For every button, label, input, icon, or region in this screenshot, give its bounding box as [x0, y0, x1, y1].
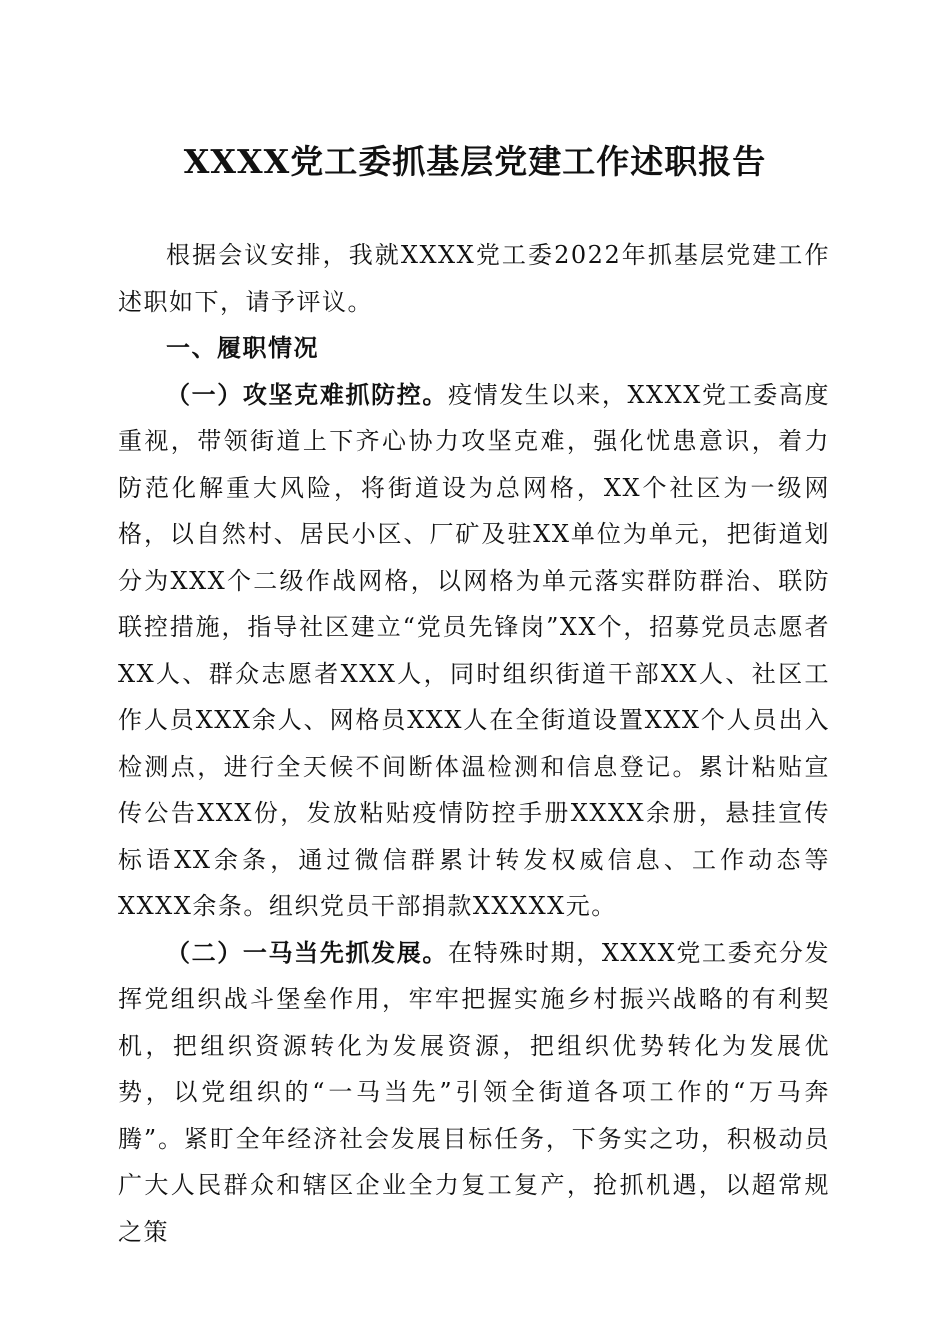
- paragraph-prevention: [118, 372, 830, 930]
- paragraph-lead: （二）一马当先抓发展。: [166, 937, 449, 967]
- paragraph-development: [118, 930, 830, 1256]
- section-heading: 一、履职情况: [166, 334, 319, 362]
- document-body: [118, 232, 830, 1255]
- document-title: XXXX党工委抓基层党建工作述职报告: [183, 142, 767, 181]
- paragraph-lead: （一）攻坚克难抓防控。: [166, 379, 449, 409]
- paragraph-text: 在特殊时期，XXXX党工委充分发挥党组织战斗堡垒作用，牢牢把握实施乡村振兴战略的有利契机，把组织资源转化为发展资源，把组织优势转化为发展优势，以党组织的“一马当先”引领全街道各项工作的“万马奔腾”。紧盯全年经济社会发展目标任务，下务实之功，积极动员广大人民群众和辖区企业全力复工复产，抢抓机遇，以超常规之策: [118, 938, 831, 1246]
- intro-paragraph: 根据会议安排，我就XXXX党工委2022年抓基层党建工作述职如下，请予评议。: [118, 241, 830, 316]
- paragraph-text: 疫情发生以来，XXXX党工委高度重视，带领街道上下齐心协力攻坚克难，强化忧患意识，着力防范化解重大风险，将街道设为总网格，XX个社区为一级网格，以自然村、居民小区、厂矿及驻XX单位为单元，把街道划分为XXX个二级作战网格，以网格为单元落实群防群治、联防联控措施，指导社区建立“党员先锋岗”XX个，招募党员志愿者XX人、群众志愿者XXX人，同时组织街道干部XX人、社区工作人员XXX余人、网格员XXX人在全街道设置XXX个人员出入检测点，进行全天候不间断体温检测和信息登记。累计粘贴宣传公告XXX份，发放粘贴疫情防控手册XXXX余册，悬挂宣传标语XX余条，通过微信群累计转发权威信息、工作动态等XXXX余条。组织党员干部捐款XXXXX元。: [118, 380, 831, 920]
